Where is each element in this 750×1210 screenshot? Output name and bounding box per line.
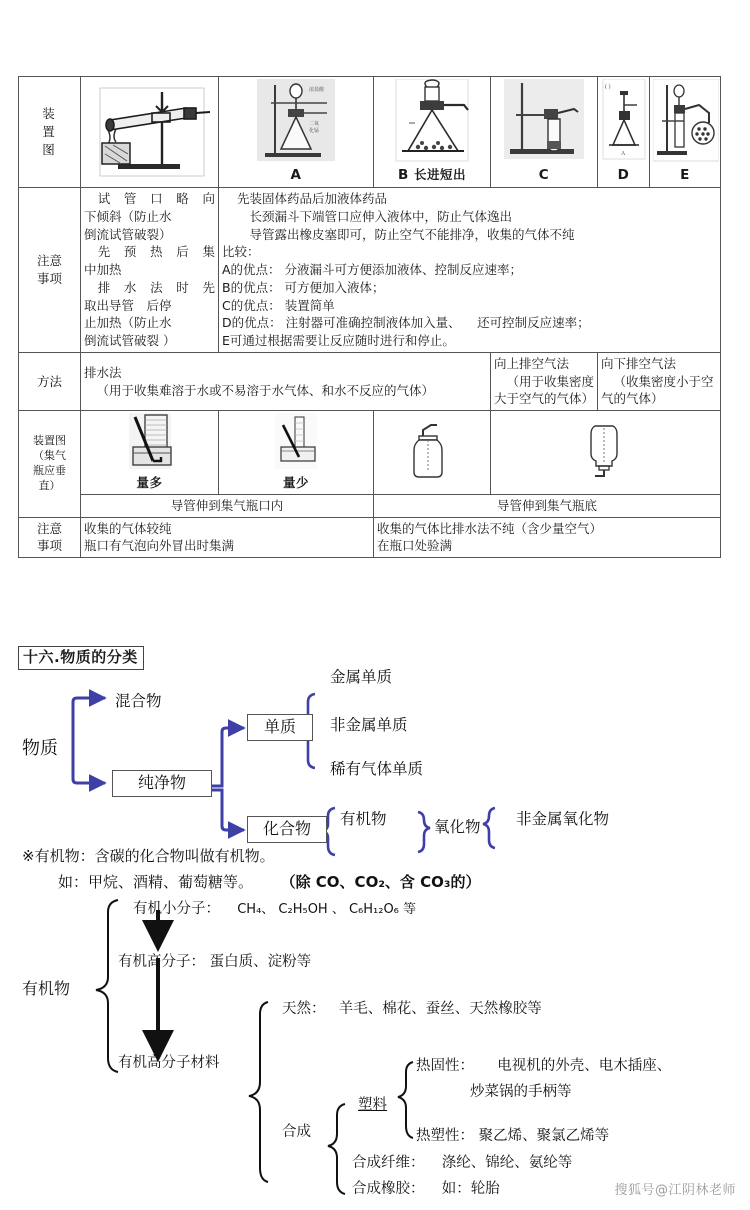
note-left-line-4: 中加热 — [84, 262, 122, 278]
collect-caption-1: 量少 — [282, 475, 309, 491]
note-left-line-0: 试 管 口 略 向 — [97, 191, 215, 207]
note-left-line-5: 排 水 法 时 先 — [97, 279, 215, 295]
oxide-right-brace — [483, 808, 495, 848]
svg-text:二氧: 二氧 — [309, 121, 320, 127]
conical-flask-apparatus-icon — [388, 79, 476, 165]
collect-cell-1 — [219, 411, 374, 495]
note-left-line-3: 先 预 热 后 集 — [97, 244, 215, 260]
label-compound: 化合物 — [247, 816, 327, 843]
thermoplastic-row — [416, 1129, 609, 1144]
svg-text:化锰: 化锰 — [309, 128, 320, 134]
label-substance: 物质 — [22, 738, 58, 759]
method-sub-2: （收集密度小于空气的气体） — [601, 373, 714, 407]
method-sub-1: （用于收集密度大于空气的气体） — [494, 373, 595, 407]
row-label-apparatus: 装 置 图 — [19, 77, 81, 188]
method-sub-0: （用于收集难溶于水或不易溶于水气体、和水不反应的气体） — [96, 382, 435, 398]
synthetic-brace — [328, 1104, 345, 1194]
organic-small-molecule-label: 有机小分子： — [133, 901, 220, 917]
oxide-left-brace — [418, 812, 430, 852]
plastic-label: 塑料 — [358, 1097, 387, 1113]
substance-branch-lines — [73, 698, 105, 783]
note-left-line-7: 止加热（防止水 — [84, 315, 172, 331]
final-note-right — [374, 517, 721, 558]
note-right-line-0: 先装固体药品后加液体药品 — [237, 191, 388, 207]
thermoset-label: 热固性： — [416, 1058, 474, 1074]
apparatus-caption-4: D — [617, 167, 630, 183]
fiber-value: 涤纶、锦纶、氨纶等 — [441, 1155, 573, 1171]
table-row-tubenotes — [19, 494, 721, 517]
pure-branch-lines — [212, 728, 244, 830]
water-displacement-small-icon — [261, 413, 331, 473]
label-organic-compound: 有机物 — [340, 810, 387, 828]
apparatus-caption-2: B 长进短出 — [397, 167, 466, 183]
organic-polymer-value: 蛋白质、淀粉等 — [209, 954, 312, 970]
label-nonmetal-oxide: 非金属氧化物 — [516, 810, 610, 828]
tube-note-0: 导管伸到集气瓶口内 — [81, 494, 374, 517]
note-right-line-8: E可通过根据需要让反应随时进行和停止。 — [222, 333, 455, 349]
section-heading: 十六.物质的分类 — [18, 646, 144, 670]
material-brace — [249, 1002, 268, 1182]
note-right-line-2: 导管露出橡皮塞即可，防止空气不能排净，收集的气体不纯 — [249, 226, 575, 242]
note-right-line-7: D的优点： 注射器可准确控制液体加入量、 还可控制反应速率； — [222, 315, 590, 331]
final-note-left — [81, 517, 374, 558]
label-element: 单质 — [247, 714, 313, 741]
table-row-method — [19, 352, 721, 410]
organic-definition: ※有机物：含碳的化合物叫做有机物。 — [22, 847, 275, 865]
watermark: 搜狐号@江阴林老师 — [614, 1183, 736, 1198]
note-right-line-3: 比较： — [222, 244, 260, 260]
rubber-label: 合成橡胶： — [352, 1181, 425, 1197]
collect-cell-3 — [491, 411, 721, 495]
apparatus-cell-1 — [219, 77, 374, 188]
apparatus-caption-1: A — [290, 167, 302, 183]
method-cell-2 — [598, 352, 721, 410]
row-label-notes: 注意 事项 — [19, 188, 81, 353]
gas-preparation-table — [18, 76, 721, 558]
apparatus-cell-4 — [598, 77, 650, 188]
upward-air-displacement-icon — [401, 422, 463, 482]
collect-caption-0: 量多 — [136, 475, 163, 491]
apparatus-cell-3 — [491, 77, 598, 188]
heating-test-tube-apparatus-icon — [86, 86, 214, 178]
flask-with-funnel-apparatus-icon — [257, 79, 335, 165]
row-label-notes2: 注意 事项 — [19, 517, 81, 558]
note-right-line-4: A的优点： 分液漏斗可方便添加液体、控制反应速率； — [222, 262, 523, 278]
label-organic-root: 有机物 — [22, 979, 71, 998]
synthetic-label: 合成 — [282, 1124, 311, 1140]
collect-cell-2 — [374, 411, 491, 495]
notes-right-cell — [219, 188, 721, 353]
natural-row — [282, 1002, 542, 1017]
thermoset-value-2: 炒菜锅的手柄等 — [470, 1084, 572, 1100]
natural-value: 羊毛、棉花、蚕丝、天然橡胶等 — [338, 1001, 542, 1017]
organic-example-except: （除 CO、CO₂、含 CO₃的） — [280, 873, 481, 891]
note-left-line-6: 取出导管 后停 — [84, 297, 172, 313]
thermoplastic-value: 聚乙烯、聚氯乙烯等 — [478, 1128, 610, 1144]
thermoset-row — [416, 1059, 671, 1074]
fiber-label: 合成纤维： — [352, 1155, 425, 1171]
test-tube-stand-apparatus-icon — [500, 79, 588, 165]
rubber-value: 如：轮胎 — [441, 1181, 500, 1197]
organic-example-prefix: 如：甲烷、酒精、葡萄糖等。 — [58, 873, 254, 891]
table-row-collect — [19, 411, 721, 495]
rubber-row — [352, 1182, 500, 1197]
organic-polymer-row — [118, 955, 311, 970]
svg-text:浓盐酸: 浓盐酸 — [309, 87, 325, 93]
perforated-plate-apparatus-icon — [653, 79, 719, 165]
label-mixture: 混合物 — [115, 692, 162, 710]
notes-left-cell — [81, 188, 219, 353]
organic-main-brace — [96, 900, 118, 1072]
collect-cell-0 — [81, 411, 219, 495]
syringe-flask-apparatus-icon — [601, 79, 647, 165]
organic-polymer-label: 有机高分子： — [118, 954, 205, 970]
note-right-line-5: B的优点： 可方便加入液体； — [222, 279, 385, 295]
row-label-collect: 装置图 （集气 瓶应垂 直） — [19, 411, 81, 518]
apparatus-caption-5: E — [680, 167, 690, 183]
label-noble-gas-element: 稀有气体单质 — [330, 760, 424, 778]
downward-air-displacement-icon — [575, 422, 637, 482]
note-left-line-2: 倒流试管破裂） — [84, 226, 172, 242]
apparatus-cell-2 — [374, 77, 491, 188]
organic-example — [58, 875, 480, 890]
svg-text:( ): ( ) — [605, 84, 611, 90]
apparatus-cell-5 — [650, 77, 721, 188]
table-row-notes — [19, 188, 721, 353]
plastic-brace — [398, 1062, 413, 1138]
label-pure-substance: 纯净物 — [112, 770, 212, 797]
note-right-line-6: C的优点： 装置简单 — [222, 297, 335, 313]
final-note-right-1: 在瓶口处验满 — [377, 538, 453, 554]
tube-note-1: 导管伸到集气瓶底 — [374, 494, 721, 517]
method-title-2: 向下排空气法 — [601, 355, 677, 371]
label-oxide: 氧化物 — [434, 818, 481, 836]
apparatus-cell-0 — [81, 77, 219, 188]
thermoset-value-1: 电视机的外壳、电木插座、 — [497, 1058, 672, 1074]
thermoplastic-label: 热塑性： — [416, 1128, 474, 1144]
natural-label: 天然： — [282, 1001, 326, 1017]
label-metal-element: 金属单质 — [330, 668, 393, 686]
final-note-left-0: 收集的气体较纯 — [84, 520, 172, 536]
note-right-line-1: 长颈漏斗下端管口应伸入液体中，防止气体逸出 — [249, 208, 513, 224]
final-note-right-0: 收集的气体比排水法不纯（含少量空气） — [377, 520, 603, 536]
organic-material-label: 有机高分子材料 — [118, 1055, 220, 1071]
fiber-row — [352, 1156, 572, 1171]
method-title-0: 排水法 — [84, 364, 122, 380]
water-displacement-large-icon — [115, 413, 185, 473]
apparatus-caption-3: C — [538, 167, 550, 183]
row-label-method: 方法 — [19, 352, 81, 410]
method-cell-0 — [81, 352, 491, 410]
table-row-apparatus — [19, 77, 721, 188]
table-row-final-notes — [19, 517, 721, 558]
note-left-line-1: 下倾斜（防止水 — [84, 208, 172, 224]
final-note-left-1: 瓶口有气泡向外冒出时集满 — [84, 538, 235, 554]
organic-small-molecule-row — [133, 902, 416, 917]
method-title-1: 向上排空气法 — [494, 355, 570, 371]
organic-small-molecule-value: CH₄、 C₂H₅OH 、 C₆H₁₂O₆ 等 — [237, 902, 417, 917]
method-cell-1 — [491, 352, 598, 410]
note-left-line-8: 倒流试管破裂 ） — [84, 333, 176, 349]
label-nonmetal-element: 非金属单质 — [330, 716, 408, 734]
svg-text:A: A — [621, 151, 626, 157]
